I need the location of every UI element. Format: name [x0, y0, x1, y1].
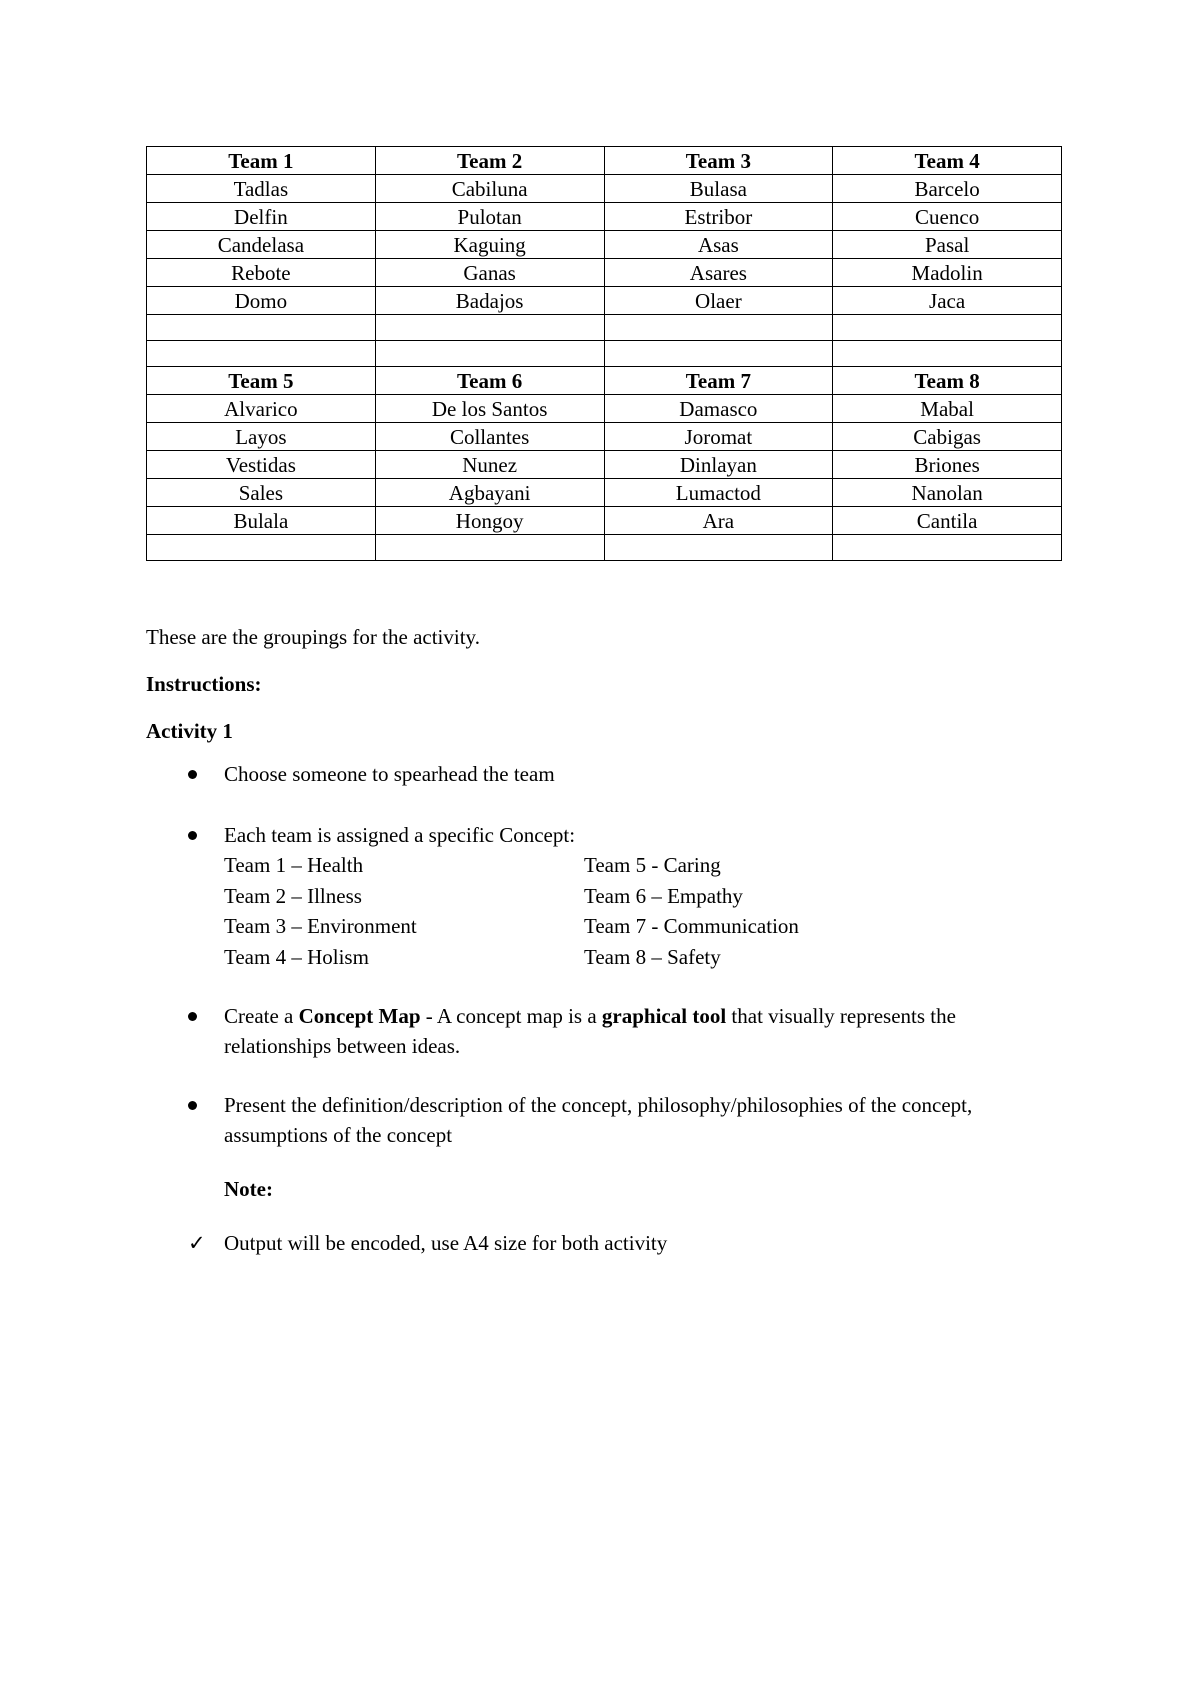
table-cell: De los Santos: [375, 395, 604, 423]
team-header: Team 1: [147, 147, 376, 175]
checkmark-icon: ✓: [188, 1231, 206, 1255]
bullet-icon: [188, 770, 197, 779]
bullet-icon: [188, 1101, 197, 1110]
concept-assignments: [224, 850, 1066, 972]
empty-cell: [375, 315, 604, 341]
empty-cell: [604, 535, 833, 561]
table-cell: Delfin: [147, 203, 376, 231]
table-cell: Layos: [147, 423, 376, 451]
table-cell: Asas: [604, 231, 833, 259]
team-groupings-table: [146, 146, 1062, 561]
intro-text: These are the groupings for the activity.: [146, 625, 480, 649]
note-item: [152, 1228, 1066, 1258]
concept-assignment: Team 6 – Empathy: [584, 883, 743, 908]
table-cell: Pasal: [833, 231, 1062, 259]
table-cell: Cuenco: [833, 203, 1062, 231]
empty-cell: [604, 315, 833, 341]
table-cell: Olaer: [604, 287, 833, 315]
table-cell: Cabiluna: [375, 175, 604, 203]
table-row: [147, 451, 1062, 479]
note-block: [188, 1174, 1066, 1258]
table-cell: Estribor: [604, 203, 833, 231]
bullet-text-part: - A concept map is a: [420, 1004, 602, 1028]
table-cell: Mabal: [833, 395, 1062, 423]
team-header: Team 7: [604, 367, 833, 395]
table-cell: Collantes: [375, 423, 604, 451]
table-cell: Ganas: [375, 259, 604, 287]
table-row: [147, 231, 1062, 259]
table-cell: Barcelo: [833, 175, 1062, 203]
table-cell: Nanolan: [833, 479, 1062, 507]
empty-cell: [375, 341, 604, 367]
table-cell: Nunez: [375, 451, 604, 479]
table-cell: Badajos: [375, 287, 604, 315]
table-row: [147, 507, 1062, 535]
table-cell: Briones: [833, 451, 1062, 479]
table-header-row: [147, 367, 1062, 395]
list-item: [146, 1090, 1066, 1258]
concept-assignment: Team 2 – Illness: [224, 883, 362, 908]
table-cell: Hongoy: [375, 507, 604, 535]
team-header: Team 5: [147, 367, 376, 395]
team-header: Team 4: [833, 147, 1062, 175]
bullet-icon: [188, 1012, 197, 1021]
table-cell: Asares: [604, 259, 833, 287]
team-header: Team 6: [375, 367, 604, 395]
table-row: [147, 175, 1062, 203]
bullet-text: Present the definition/description of the concept, philosophy/philosophies of the concept, assumptions of the concept: [224, 1093, 973, 1147]
list-item: [146, 1001, 1066, 1061]
empty-row: [147, 315, 1062, 341]
table-cell: Alvarico: [147, 395, 376, 423]
activity-heading: Activity 1: [146, 719, 233, 743]
table-cell: Cabigas: [833, 423, 1062, 451]
bullet-text-part: that visually represents the relationships between ideas.: [224, 1004, 956, 1058]
concept-assignment: Team 4 – Holism: [224, 944, 369, 969]
empty-cell: [604, 341, 833, 367]
empty-row: [147, 535, 1062, 561]
table-row: [147, 395, 1062, 423]
empty-cell: [833, 315, 1062, 341]
table-cell: Candelasa: [147, 231, 376, 259]
concept-assignment: Team 5 - Caring: [584, 853, 721, 877]
team-header: Team 2: [375, 147, 604, 175]
empty-cell: [147, 535, 376, 561]
table-row: [147, 479, 1062, 507]
table-cell: Vestidas: [147, 451, 376, 479]
table-cell: Tadlas: [147, 175, 376, 203]
table-row: [147, 287, 1062, 315]
table-cell: Lumactod: [604, 479, 833, 507]
bullet-text-bold: Concept Map: [298, 1004, 421, 1028]
table-cell: Bulala: [147, 507, 376, 535]
table-row: [147, 423, 1062, 451]
table-cell: Bulasa: [604, 175, 833, 203]
instructions-heading: Instructions:: [146, 672, 262, 696]
table-cell: Agbayani: [375, 479, 604, 507]
table-row: [147, 203, 1062, 231]
empty-cell: [375, 535, 604, 561]
bullet-text: Each team is assigned a specific Concept:: [224, 823, 576, 847]
team-header: Team 3: [604, 147, 833, 175]
concept-assignment: Team 8 – Safety: [584, 944, 721, 969]
empty-cell: [833, 535, 1062, 561]
table-cell: Cantila: [833, 507, 1062, 535]
concept-assignment: Team 1 – Health: [224, 853, 364, 877]
table-cell: Kaguing: [375, 231, 604, 259]
empty-cell: [833, 341, 1062, 367]
bullet-text-bold: graphical tool: [601, 1004, 727, 1028]
list-item: [146, 820, 1066, 972]
table-cell: Jaca: [833, 287, 1062, 315]
empty-cell: [147, 315, 376, 341]
table-cell: Joromat: [604, 423, 833, 451]
table-cell: Pulotan: [375, 203, 604, 231]
table-cell: Damasco: [604, 395, 833, 423]
concept-assignment: Team 7 - Communication: [584, 914, 799, 938]
table-cell: Rebote: [147, 259, 376, 287]
table-row: [147, 259, 1062, 287]
note-text: Output will be encoded, use A4 size for both activity: [224, 1231, 668, 1255]
bullet-text-part: Create a: [224, 1004, 299, 1028]
table-cell: Sales: [147, 479, 376, 507]
instruction-list: [146, 759, 1066, 1258]
note-heading: Note:: [224, 1177, 273, 1201]
bullet-text: Choose someone to spearhead the team: [224, 762, 555, 786]
table-cell: Madolin: [833, 259, 1062, 287]
concept-assignment: Team 3 – Environment: [224, 914, 417, 938]
table-header-row: [147, 147, 1062, 175]
team-header: Team 8: [833, 367, 1062, 395]
list-item: [146, 759, 1066, 789]
empty-row: [147, 341, 1062, 367]
bullet-icon: [188, 831, 197, 840]
table-cell: Domo: [147, 287, 376, 315]
empty-cell: [147, 341, 376, 367]
table-cell: Ara: [604, 507, 833, 535]
table-cell: Dinlayan: [604, 451, 833, 479]
